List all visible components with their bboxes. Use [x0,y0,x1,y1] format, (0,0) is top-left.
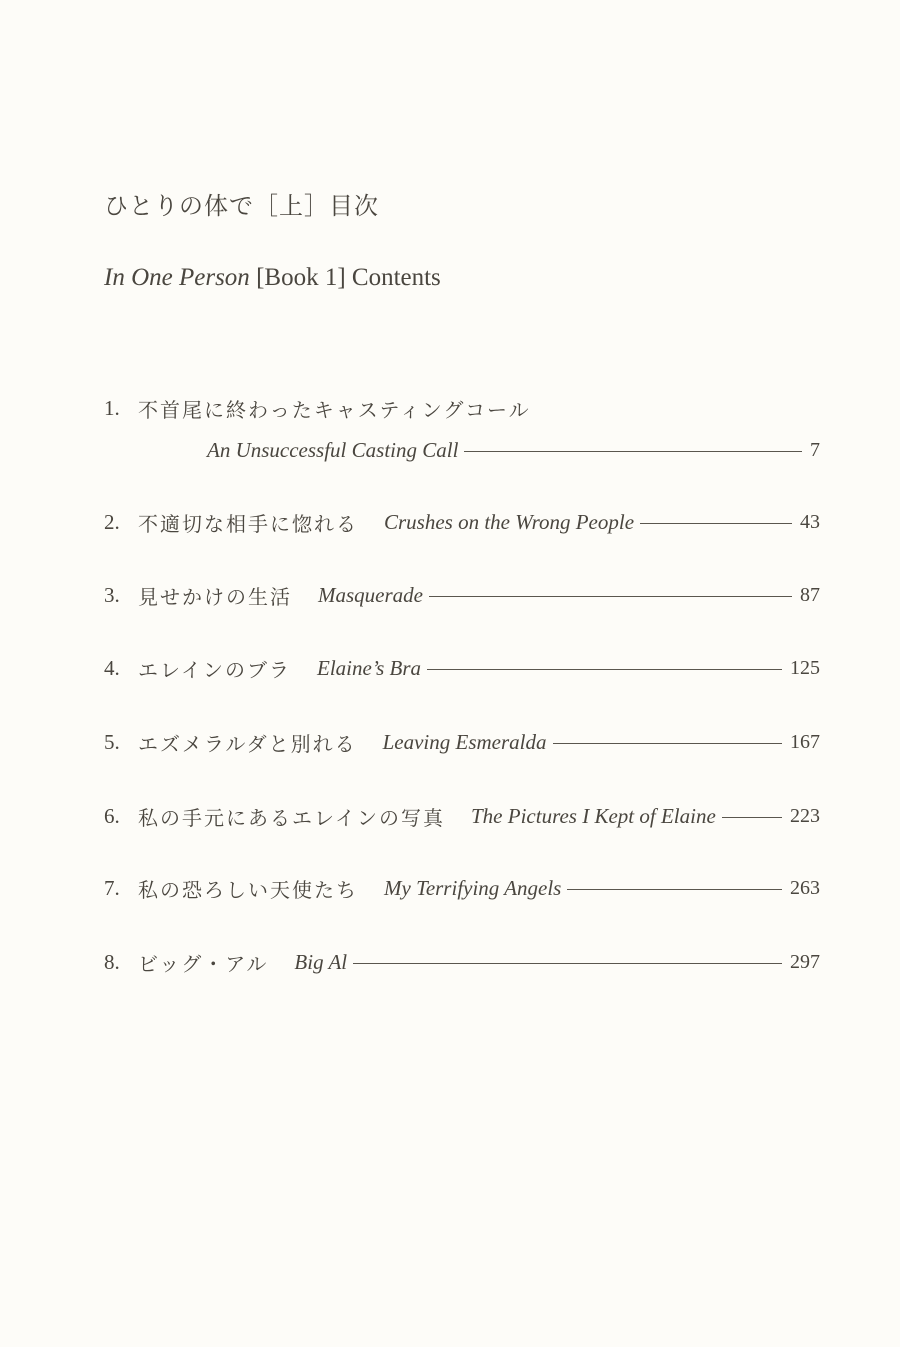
entry-title-ja: 不適切な相手に惚れる [138,511,358,536]
title-english [104,264,441,292]
entry-title-en: Crushes on the Wrong People [384,509,635,534]
entry-number: 5. [104,729,120,754]
entry-title-ja: エレインのブラ [138,657,291,682]
toc-entry-5[interactable] [104,722,820,762]
entry-page-number: 125 [790,656,820,679]
dot-leader-rule [640,523,792,524]
entry-title-ja: 私の恐ろしい天使たち [138,877,358,902]
toc-entry-3[interactable] [104,575,820,615]
entry-page-number: 167 [790,730,820,753]
entry-title-ja: 不首尾に終わったキャスティングコール [138,397,531,422]
entry-page-number: 87 [800,583,820,606]
entry-number: 4. [104,655,120,680]
entry-title-en: The Pictures I Kept of Elaine [471,803,716,828]
entry-page-number: 223 [790,804,820,827]
dot-leader-rule [464,451,802,452]
entry-number: 2. [104,509,120,534]
entry-title-ja: ビッグ・アル [138,951,269,976]
toc-entry-7[interactable] [104,868,820,908]
entry-number: 1. [104,395,120,420]
toc-entry-6[interactable] [104,796,820,836]
entry-number: 3. [104,582,120,607]
dot-leader-rule [427,669,782,670]
toc-entry-1-english-line[interactable] [207,430,820,470]
entry-title-en: My Terrifying Angels [384,875,562,900]
entry-title-en: Big Al [294,949,348,974]
dot-leader-rule [353,963,782,964]
entry-page-number: 263 [790,876,820,899]
entry-number: 8. [104,949,120,974]
entry-title-ja: エズメラルダと別れる [138,731,357,756]
entry-number: 7. [104,875,120,900]
entry-title-en: Masquerade [318,582,423,607]
dot-leader-rule [722,817,782,818]
toc-entry-8[interactable] [104,942,820,982]
entry-number: 6. [104,803,120,828]
entry-page-number: 7 [810,438,820,461]
title-japanese: ひとりの体で［上］目次 [104,192,379,220]
entry-page-number: 297 [790,950,820,973]
toc-entry-4[interactable] [104,648,820,688]
toc-entry-2[interactable] [104,502,820,542]
entry-page-number: 43 [800,510,820,533]
toc-entry-1[interactable] [104,388,557,428]
entry-title-en: Elaine’s Bra [317,655,422,680]
entry-title-ja: 見せかけの生活 [138,584,292,609]
dot-leader-rule [429,596,792,597]
entry-title-ja: 私の手元にあるエレインの写真 [138,805,445,830]
entry-title-en: An Unsuccessful Casting Call [207,437,459,462]
title-english-book-name: In One Person [104,264,250,291]
dot-leader-rule [567,889,782,890]
title-english-rest: [Book 1] Contents [249,264,441,291]
entry-title-en: Leaving Esmeralda [382,729,547,754]
dot-leader-rule [553,743,782,744]
